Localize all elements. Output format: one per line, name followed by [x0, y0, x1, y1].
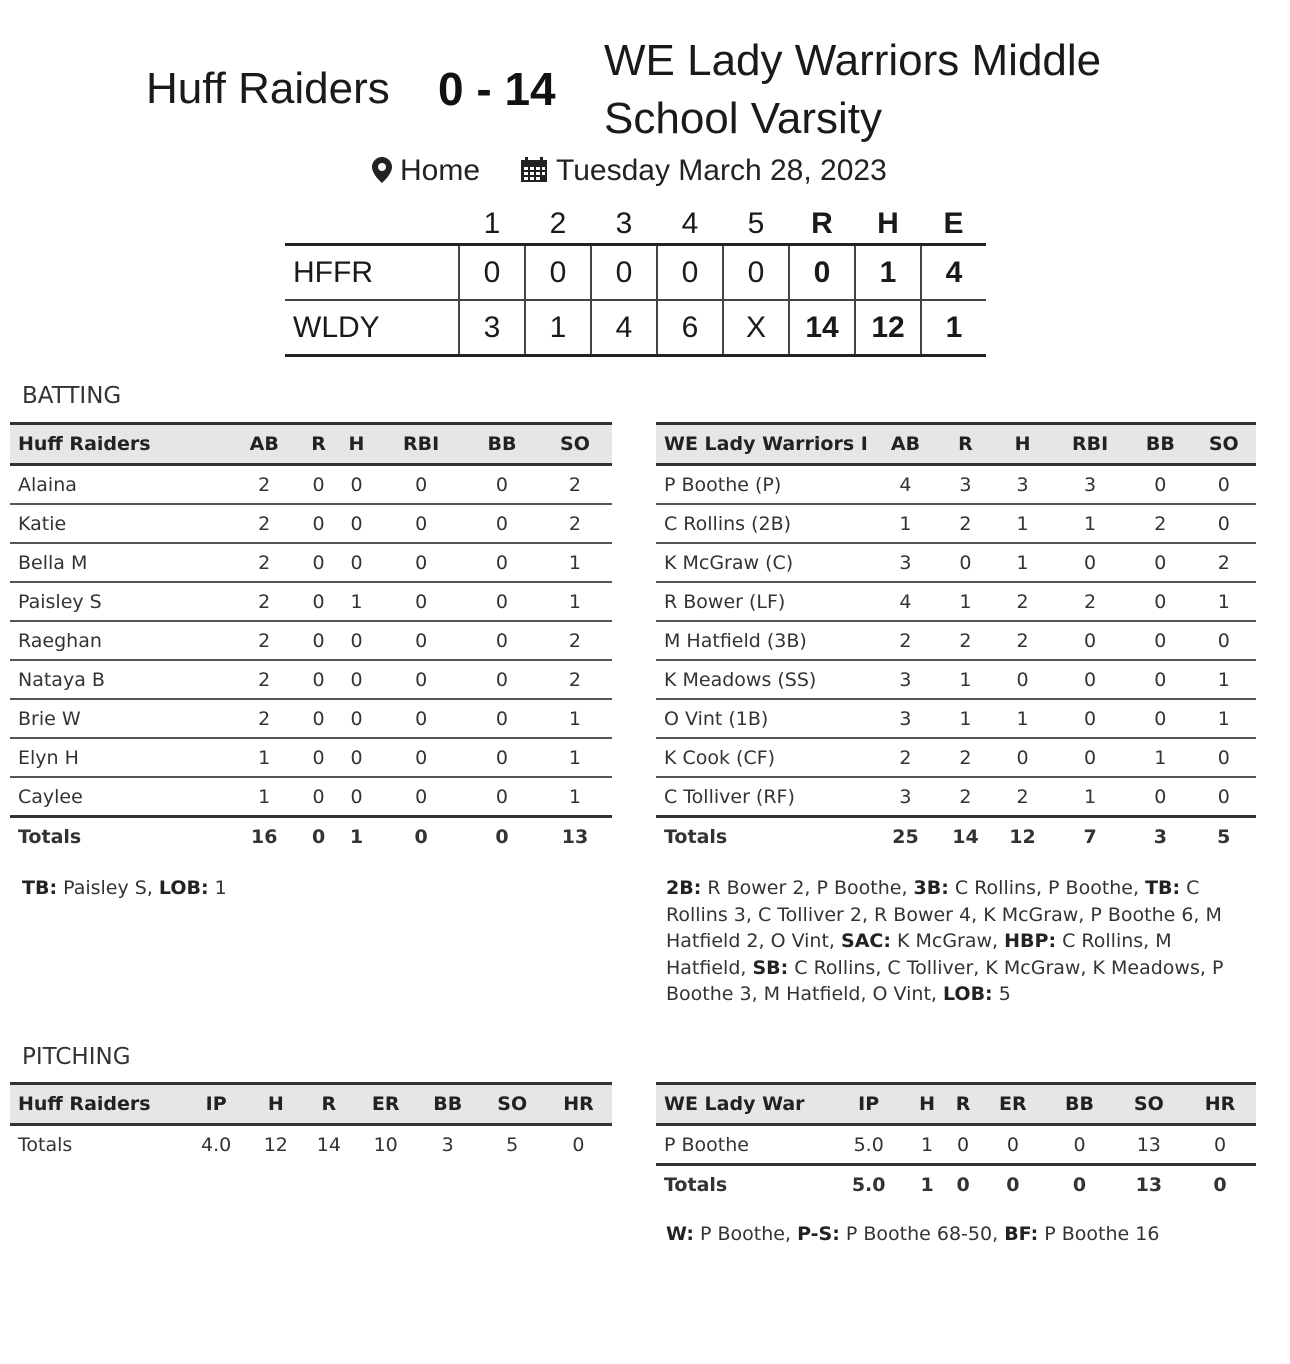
stat-cell: 0: [994, 660, 1051, 699]
stat-cell: 0: [376, 699, 466, 738]
team-header: Huff Raiders: [10, 1084, 183, 1125]
stat-cell: 2: [228, 621, 300, 660]
player-name: Katie: [10, 504, 228, 543]
stat-cell: 1: [228, 777, 300, 817]
total-cell: 0: [980, 1165, 1045, 1204]
stat-cell: 1: [538, 777, 612, 817]
home-batting-table: [10, 422, 612, 855]
column-header: BB: [1045, 1084, 1113, 1125]
table-row: [10, 543, 612, 582]
stat-cell: 0: [376, 621, 466, 660]
table-row: [656, 777, 1256, 817]
player-name: P Boothe: [656, 1125, 829, 1165]
note-label: LOB:: [942, 983, 993, 1005]
stat-cell: 1: [538, 582, 612, 621]
note-label: LOB:: [158, 877, 209, 899]
player-name: Bella M: [10, 543, 228, 582]
inning-score: 0: [525, 245, 591, 301]
inning-score: 1: [525, 300, 591, 356]
game-meta: [0, 154, 1290, 194]
column-header: BB: [1129, 424, 1191, 465]
totals-label: Totals: [656, 817, 874, 856]
total-cell: 13: [538, 817, 612, 856]
column-header: BB: [466, 424, 538, 465]
stat-cell: 0: [1192, 738, 1256, 777]
stat-cell: 0: [1045, 1125, 1113, 1165]
note-label: W:: [666, 1223, 694, 1245]
linescore-row: [285, 245, 986, 301]
inning-score: 3: [459, 300, 525, 356]
stat-cell: 2: [228, 660, 300, 699]
stat-cell: 4: [874, 465, 937, 505]
player-name: Alaina: [10, 465, 228, 505]
stat-cell: 0: [376, 660, 466, 699]
stat-cell: 1: [1192, 699, 1256, 738]
hits-total: 12: [855, 300, 921, 356]
table-row: [10, 660, 612, 699]
inning-score: 0: [459, 245, 525, 301]
stat-cell: 0: [1051, 660, 1129, 699]
stat-cell: 2: [538, 660, 612, 699]
player-name: Raeghan: [10, 621, 228, 660]
total-cell: 5: [1192, 817, 1256, 856]
team-header: WE Lady Warriors I: [656, 424, 874, 465]
table-row: [656, 465, 1256, 505]
stat-cell: 2: [994, 777, 1051, 817]
stat-cell: 2: [228, 504, 300, 543]
stat-cell: 0: [1129, 582, 1191, 621]
stat-cell: 1: [908, 1125, 945, 1165]
stat-cell: 1: [1051, 504, 1129, 543]
stat-cell: 0: [300, 777, 336, 817]
column-header: SO: [1192, 424, 1256, 465]
player-name: M Hatfield (3B): [656, 621, 874, 660]
stat-cell: 0: [1051, 543, 1129, 582]
calendar-icon: [520, 157, 548, 183]
home-batting-notes: [22, 875, 602, 902]
player-name: K McGraw (C): [656, 543, 874, 582]
stat-cell: 0: [1051, 699, 1129, 738]
table-row: [656, 1125, 1256, 1165]
player-name: K Cook (CF): [656, 738, 874, 777]
hits-header: H: [877, 207, 899, 240]
note-label: SB:: [752, 956, 789, 979]
stat-cell: 0: [300, 738, 336, 777]
stat-cell: 1: [228, 738, 300, 777]
note-text: P Boothe 68-50,: [839, 1223, 1005, 1245]
stat-cell: 0: [300, 465, 336, 505]
stat-cell: 0: [300, 660, 336, 699]
note-label: TB:: [1145, 877, 1181, 899]
inning-header: 1: [483, 207, 501, 240]
team-header: WE Lady War: [656, 1084, 829, 1125]
total-cell: 3: [1129, 817, 1191, 856]
stat-cell: 1: [994, 543, 1051, 582]
inning-score: 6: [657, 300, 723, 356]
stat-cell: 3: [874, 699, 937, 738]
stat-cell: 1: [937, 660, 994, 699]
linescore-team: HFFR: [285, 245, 459, 301]
player-name: C Rollins (2B): [656, 504, 874, 543]
runs-total: 0: [789, 245, 855, 301]
note-text: 1: [208, 877, 227, 899]
team-header: Huff Raiders: [10, 424, 228, 465]
stat-cell: 1: [994, 699, 1051, 738]
stat-cell: 1: [994, 504, 1051, 543]
game-date: [520, 154, 887, 188]
column-header: HR: [1184, 1084, 1256, 1125]
inning-header: 5: [747, 207, 765, 240]
stat-cell: 2: [874, 738, 937, 777]
column-header: SO: [479, 1084, 544, 1125]
stat-cell: 0: [337, 465, 376, 505]
stat-cell: 0: [1051, 738, 1129, 777]
stat-cell: 0: [376, 738, 466, 777]
table-row: [656, 699, 1256, 738]
total-cell: 1: [337, 817, 376, 856]
inning-score: 4: [591, 300, 657, 356]
stat-cell: 3: [937, 465, 994, 505]
stat-cell: 0: [337, 738, 376, 777]
player-name: Paisley S: [10, 582, 228, 621]
column-header: H: [908, 1084, 945, 1125]
note-text: C Rollins, C Tolliver, K McGraw, K Meadows, P Boothe 3, M Hatfield, O Vint,: [666, 956, 1224, 1005]
stat-cell: 1: [1192, 660, 1256, 699]
note-label: HBP:: [1004, 930, 1057, 952]
column-header: IP: [829, 1084, 908, 1125]
note-text: C Rollins, P Boothe,: [948, 877, 1146, 899]
location: [372, 154, 480, 188]
stat-cell: 2: [228, 543, 300, 582]
column-header: H: [249, 1084, 302, 1125]
totals-row: [656, 1165, 1256, 1204]
table-row: [656, 504, 1256, 543]
stat-cell: 0: [466, 777, 538, 817]
stat-cell: 1: [538, 699, 612, 738]
stat-cell: 0: [1129, 621, 1191, 660]
table-row: [656, 738, 1256, 777]
stat-cell: 5: [506, 1133, 519, 1156]
player-name: C Tolliver (RF): [656, 777, 874, 817]
stat-cell: 0: [1192, 777, 1256, 817]
stat-cell: 0: [466, 543, 538, 582]
player-name: K Meadows (SS): [656, 660, 874, 699]
note-text: P Boothe 16: [1038, 1223, 1160, 1245]
column-header: AB: [228, 424, 300, 465]
stat-cell: 3: [1051, 465, 1129, 505]
column-header: ER: [355, 1084, 416, 1125]
column-header: ER: [980, 1084, 1045, 1125]
batting-section-title: BATTING: [22, 383, 122, 409]
stat-cell: 13: [1114, 1125, 1184, 1165]
linescore-table: [285, 205, 986, 357]
note-text: K McGraw,: [890, 930, 1005, 952]
note-text: 5: [992, 983, 1011, 1005]
stat-cell: 0: [376, 543, 466, 582]
stat-cell: 2: [937, 504, 994, 543]
total-cell: 0: [466, 817, 538, 856]
stat-cell: 0: [980, 1125, 1045, 1165]
table-row: [10, 699, 612, 738]
stat-cell: 0: [300, 582, 336, 621]
linescore-header-row: [285, 205, 986, 245]
stat-cell: 0: [300, 699, 336, 738]
totals-label: Totals: [10, 817, 228, 856]
total-cell: 0: [946, 1165, 981, 1204]
column-header: RBI: [376, 424, 466, 465]
stat-cell: 2: [228, 699, 300, 738]
stat-cell: 5.0: [829, 1125, 908, 1165]
column-header: IP: [183, 1084, 249, 1125]
table-row: [10, 465, 612, 505]
total-cell: 7: [1051, 817, 1129, 856]
linescore-team: WLDY: [285, 300, 459, 356]
home-pitching-table: [10, 1082, 612, 1163]
runs-total: 14: [789, 300, 855, 356]
stat-cell: 0: [1184, 1125, 1256, 1165]
note-text: C Rollins 3, C Tolliver 2, R Bower 4, K McGraw, P Boothe 6, M Hatfield 2, O Vint,: [666, 877, 1222, 952]
stat-cell: 2: [994, 582, 1051, 621]
stat-cell: 0: [337, 660, 376, 699]
note-label: TB:: [22, 877, 58, 899]
away-pitching-table: [656, 1082, 1256, 1203]
total-cell: 16: [228, 817, 300, 856]
stat-cell: 10: [373, 1133, 398, 1156]
linescore-row: [285, 300, 986, 356]
inning-header: 4: [681, 207, 699, 240]
column-header: HR: [545, 1084, 612, 1125]
stat-cell: 3: [441, 1133, 454, 1156]
stat-cell: 3: [994, 465, 1051, 505]
table-row: [656, 543, 1256, 582]
stat-cell: 1: [1192, 582, 1256, 621]
column-header: R: [946, 1084, 981, 1125]
stat-cell: 0: [466, 738, 538, 777]
total-cell: 13: [1114, 1165, 1184, 1204]
stat-cell: 0: [1192, 504, 1256, 543]
total-cell: 25: [874, 817, 937, 856]
game-header: [0, 30, 1290, 150]
location-label: Home: [400, 154, 481, 187]
errors-total: 1: [921, 300, 986, 356]
column-header: H: [994, 424, 1051, 465]
note-label: 2B:: [666, 877, 702, 899]
inning-score: 0: [723, 245, 789, 301]
stat-cell: 0: [937, 543, 994, 582]
stat-cell: 0: [1129, 465, 1191, 505]
player-name: Nataya B: [10, 660, 228, 699]
inning-header: 2: [549, 207, 567, 240]
note-text: P Boothe,: [693, 1223, 798, 1245]
stat-cell: 1: [1129, 738, 1191, 777]
stat-cell: 0: [1129, 543, 1191, 582]
away-team-name: WE Lady Warriors Middle School Varsity: [604, 36, 1102, 143]
stat-cell: 0: [466, 465, 538, 505]
stat-cell: 1: [1051, 777, 1129, 817]
note-label: BF:: [1004, 1223, 1039, 1245]
table-row: [10, 504, 612, 543]
stat-cell: 2: [538, 465, 612, 505]
stat-cell: 0: [337, 543, 376, 582]
column-header: R: [300, 424, 336, 465]
stat-cell: 2: [1192, 543, 1256, 582]
stat-cell: 0: [1192, 465, 1256, 505]
table-row: [10, 582, 612, 621]
stat-cell: 2: [994, 621, 1051, 660]
stat-cell: 3: [874, 660, 937, 699]
stat-cell: 1: [874, 504, 937, 543]
stat-cell: 0: [466, 621, 538, 660]
stat-cell: 2: [874, 621, 937, 660]
column-header: R: [302, 1084, 355, 1125]
stat-cell: 2: [937, 738, 994, 777]
map-pin-icon: [372, 157, 392, 183]
column-header: SO: [538, 424, 612, 465]
totals-row: [10, 817, 612, 856]
total-cell: 12: [994, 817, 1051, 856]
table-row: [656, 621, 1256, 660]
stat-cell: 0: [300, 543, 336, 582]
stat-cell: 2: [1051, 582, 1129, 621]
player-name: Caylee: [10, 777, 228, 817]
stat-cell: 4.0: [201, 1133, 232, 1156]
stat-cell: 0: [1129, 699, 1191, 738]
stat-cell: 0: [300, 621, 336, 660]
total-cell: 0: [300, 817, 336, 856]
player-name: Totals: [18, 1133, 73, 1156]
inning-header: 3: [615, 207, 633, 240]
stat-cell: 2: [1129, 504, 1191, 543]
stat-cell: 2: [228, 582, 300, 621]
stat-cell: 0: [376, 777, 466, 817]
stat-cell: 2: [937, 621, 994, 660]
game-score: 0 - 14: [438, 63, 556, 115]
column-header: RBI: [1051, 424, 1129, 465]
note-label: P-S:: [797, 1223, 840, 1245]
note-label: SAC:: [841, 930, 891, 952]
stat-cell: 1: [337, 582, 376, 621]
table-row: [10, 621, 612, 660]
stat-cell: 1: [937, 699, 994, 738]
stat-cell: 14: [316, 1133, 341, 1156]
player-name: Brie W: [10, 699, 228, 738]
stat-cell: 0: [466, 504, 538, 543]
pitching-section-title: PITCHING: [22, 1044, 131, 1070]
total-cell: 1: [908, 1165, 945, 1204]
stat-cell: 0: [376, 465, 466, 505]
note-text: C Rollins, M Hatfield,: [666, 930, 1172, 979]
runs-header: R: [811, 207, 833, 240]
hits-total: 1: [855, 245, 921, 301]
column-header: BB: [416, 1084, 480, 1125]
player-name: O Vint (1B): [656, 699, 874, 738]
totals-label: Totals: [656, 1165, 829, 1204]
table-row: [10, 1125, 612, 1164]
home-team-name: Huff Raiders: [146, 64, 390, 113]
total-cell: 0: [1045, 1165, 1113, 1204]
column-header: SO: [1114, 1084, 1184, 1125]
table-header-row: [656, 1084, 1256, 1125]
total-cell: 5.0: [829, 1165, 908, 1204]
stat-cell: 1: [538, 543, 612, 582]
stat-cell: 0: [1192, 621, 1256, 660]
stat-cell: 2: [228, 465, 300, 505]
totals-row: [656, 817, 1256, 856]
stat-cell: 0: [376, 504, 466, 543]
away-batting-table: [656, 422, 1256, 855]
stat-cell: 2: [538, 621, 612, 660]
note-text: R Bower 2, P Boothe,: [701, 877, 914, 899]
linescore-corner: [285, 205, 459, 245]
column-header: R: [937, 424, 994, 465]
stat-cell: 3: [874, 777, 937, 817]
inning-score: X: [723, 300, 789, 356]
column-header: H: [337, 424, 376, 465]
stat-cell: 0: [300, 504, 336, 543]
total-cell: 14: [937, 817, 994, 856]
column-header: AB: [874, 424, 937, 465]
stat-cell: 3: [874, 543, 937, 582]
stat-cell: 0: [1051, 621, 1129, 660]
stat-cell: 0: [337, 699, 376, 738]
stat-cell: 0: [337, 621, 376, 660]
stat-cell: 0: [1129, 777, 1191, 817]
stat-cell: 0: [1129, 660, 1191, 699]
player-name: Elyn H: [10, 738, 228, 777]
date-label: Tuesday March 28, 2023: [556, 154, 887, 187]
note-label: 3B:: [913, 877, 949, 899]
player-name: P Boothe (P): [656, 465, 874, 505]
table-row: [656, 582, 1256, 621]
inning-score: 0: [591, 245, 657, 301]
away-pitching-notes: [666, 1221, 1256, 1248]
stat-cell: 0: [337, 504, 376, 543]
stat-cell: 0: [466, 582, 538, 621]
stat-cell: 1: [937, 582, 994, 621]
stat-cell: 0: [466, 699, 538, 738]
away-batting-notes: [666, 875, 1256, 1008]
stat-cell: 0: [572, 1133, 585, 1156]
stat-cell: 4: [874, 582, 937, 621]
errors-header: E: [943, 207, 964, 240]
inning-score: 0: [657, 245, 723, 301]
total-cell: 0: [376, 817, 466, 856]
player-name: R Bower (LF): [656, 582, 874, 621]
stat-cell: 12: [263, 1133, 288, 1156]
note-text: Paisley S,: [57, 877, 159, 899]
stat-cell: 2: [538, 504, 612, 543]
total-cell: 0: [1184, 1165, 1256, 1204]
stat-cell: 0: [994, 738, 1051, 777]
stat-cell: 0: [946, 1125, 981, 1165]
table-row: [656, 660, 1256, 699]
table-row: [10, 777, 612, 817]
errors-total: 4: [921, 245, 986, 301]
stat-cell: 1: [538, 738, 612, 777]
stat-cell: 0: [337, 777, 376, 817]
table-row: [10, 738, 612, 777]
table-header-row: [10, 1084, 612, 1125]
stat-cell: 0: [376, 582, 466, 621]
table-header-row: [10, 424, 612, 465]
stat-cell: 2: [937, 777, 994, 817]
stat-cell: 0: [466, 660, 538, 699]
table-header-row: [656, 424, 1256, 465]
